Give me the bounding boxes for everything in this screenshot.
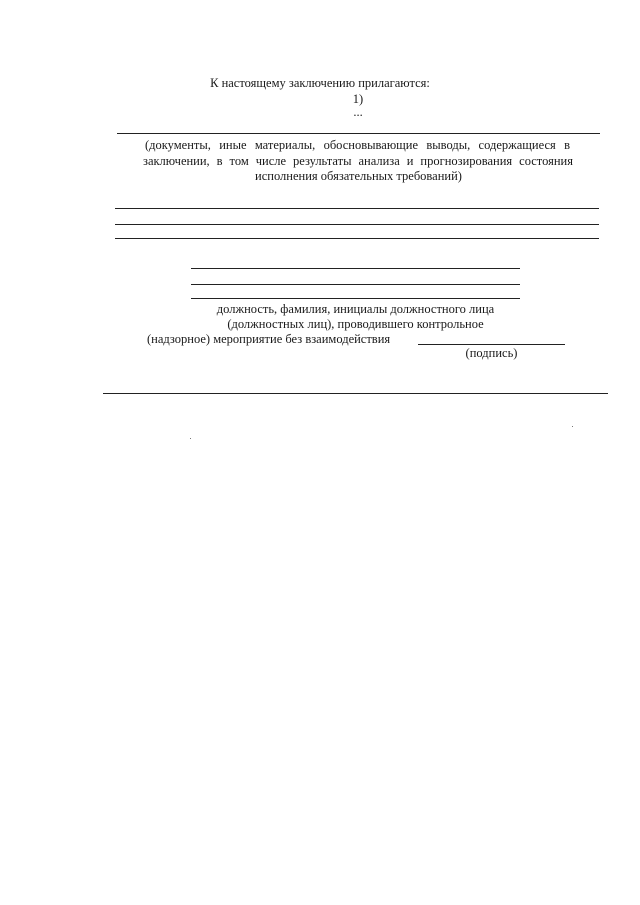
attachment-item-number: 1) bbox=[352, 92, 364, 106]
official-fill-line-1 bbox=[191, 268, 520, 269]
official-fill-line-3 bbox=[191, 298, 520, 299]
official-fill-line-2 bbox=[191, 284, 520, 285]
scan-speck bbox=[190, 438, 191, 439]
signature-line bbox=[418, 344, 565, 345]
bottom-separator-line bbox=[103, 393, 608, 394]
official-caption-line-3: (надзорное) мероприятие без взаимодействия bbox=[147, 332, 391, 346]
scan-speck bbox=[572, 426, 573, 427]
attachments-heading: К настоящему заключению прилагаются: bbox=[210, 76, 430, 90]
attachments-caption-line-2: заключении, в том числе результаты анализа и прогнозирования состояния bbox=[143, 154, 573, 168]
blank-line-1 bbox=[115, 208, 599, 209]
attachments-fill-line bbox=[117, 133, 600, 134]
signature-caption: (подпись) bbox=[465, 346, 518, 360]
official-caption-line-1: должность, фамилия, инициалы должностного лица bbox=[216, 302, 495, 316]
attachments-caption-line-1: (документы, иные материалы, обосновывающие выводы, содержащиеся в bbox=[145, 138, 570, 152]
blank-line-2 bbox=[115, 224, 599, 225]
attachments-caption-line-3: исполнения обязательных требований) bbox=[255, 169, 462, 183]
attachment-ellipsis: ... bbox=[353, 105, 363, 119]
official-caption-line-2: (должностных лиц), проводившего контрольное bbox=[227, 317, 484, 331]
blank-line-3 bbox=[115, 238, 599, 239]
